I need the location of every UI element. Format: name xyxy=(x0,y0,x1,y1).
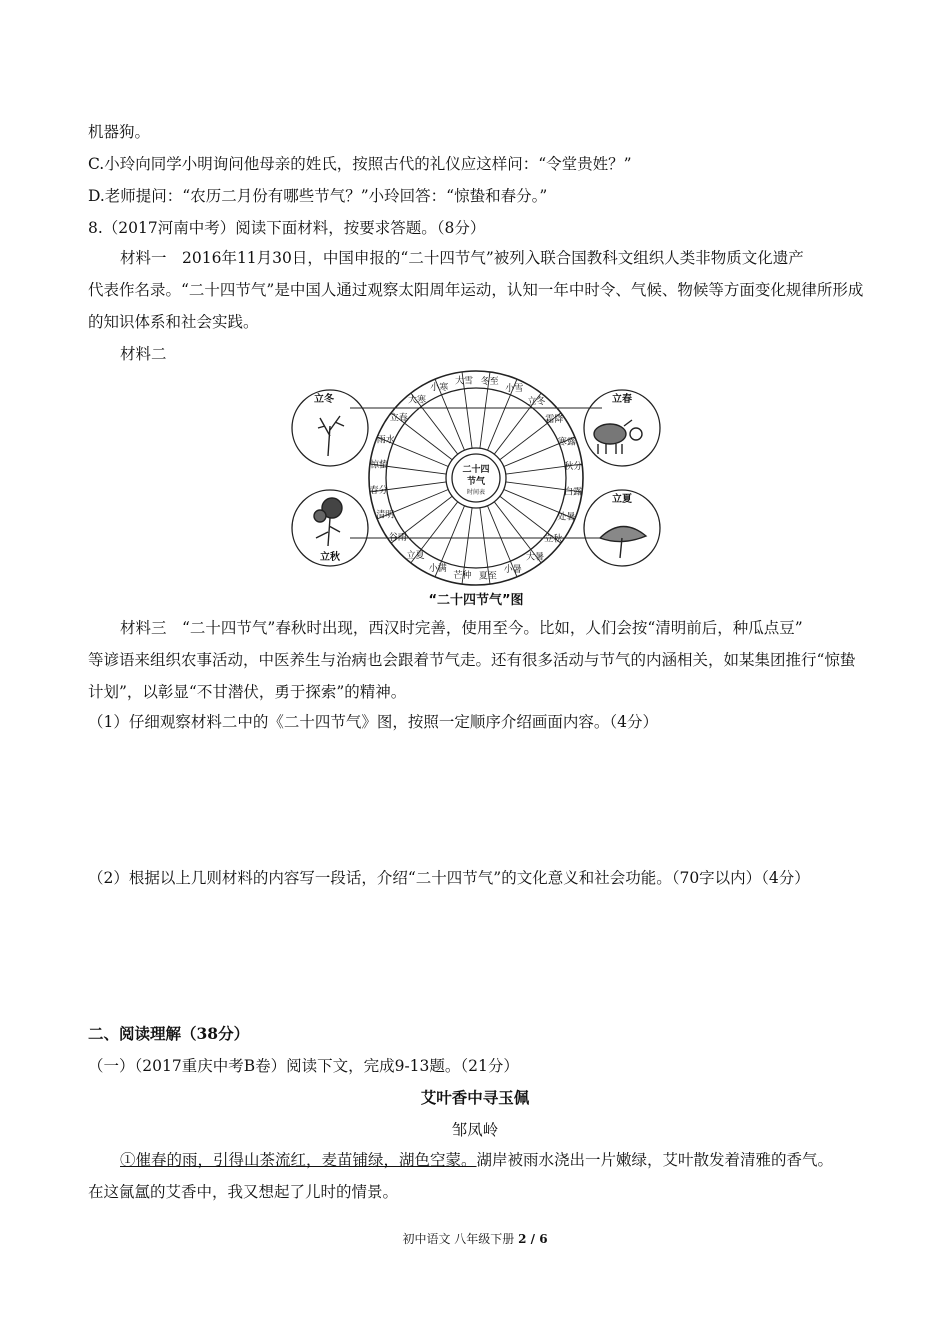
question-8: 8.（2017河南中考）阅读下面材料，按要求答题。（8分） xyxy=(88,219,486,237)
center-text-3: 时间表 xyxy=(466,489,486,496)
subsection-heading: （一）（2017重庆中考B卷）阅读下文，完成9-13题。（21分） xyxy=(88,1057,519,1075)
solar-term-label: 小满 xyxy=(428,564,447,575)
center-text-2: 节气 xyxy=(466,477,486,487)
solar-term-label: 立春 xyxy=(389,413,408,424)
solar-term-label: 芒种 xyxy=(453,571,472,582)
article-paragraph-1-line-2: 在这氤氲的艾香中，我又想起了儿时的情景。 xyxy=(88,1183,399,1201)
question-8-2: （2）根据以上几则材料的内容写一段话，介绍“二十四节气”的文化意义和社会功能。（70字以内）（4分） xyxy=(88,869,810,887)
option-d: D.老师提问：“农历二月份有哪些节气？”小玲回答：“惊蛰和春分。” xyxy=(88,187,548,205)
article-paragraph-1 xyxy=(120,1150,833,1170)
solar-term-label: 小暑 xyxy=(503,564,522,575)
paragraph-text: 湖岸被雨水浇出一片嫩绿，艾叶散发着清雅的香气。 xyxy=(476,1151,834,1169)
center-text-1: 二十四 xyxy=(462,465,490,475)
solar-term-label: 大寒 xyxy=(408,395,427,406)
solar-term-label: 立秋 xyxy=(544,534,563,545)
figure-caption: “二十四节气”图 xyxy=(428,593,524,608)
solar-term-label: 立冬 xyxy=(527,396,546,407)
option-c: C.小玲向同学小明询问他母亲的姓氏，按照古代的礼仪应这样问：“令堂贵姓？” xyxy=(88,155,632,173)
solar-term-label: 小雪 xyxy=(505,383,524,394)
solar-term-label: 秋分 xyxy=(564,462,583,473)
material-three-first-line: 材料三 “二十四节气”春秋时出现，西汉时完善，使用至今。比如，人们会按“清明前后，种瓜点豆” xyxy=(120,619,803,637)
question-8-1: （1）仔细观察材料二中的《二十四节气》图，按照一定顺序介绍画面内容。（4分） xyxy=(88,713,658,731)
solar-term-label: 春分 xyxy=(369,485,388,496)
autumn-flower-icon xyxy=(314,498,342,546)
material-one-body: 代表作名录。“二十四节气”是中国人通过观察太阳周年运动，认知一年中时令、气候、物候等方面变化规律所形成的知识体系和社会实践。 xyxy=(88,281,864,331)
solar-term-label: 冬至 xyxy=(480,376,499,387)
solar-term-label: 清明 xyxy=(376,510,395,521)
solar-term-label: 雨水 xyxy=(376,435,395,446)
ox-icon xyxy=(594,420,642,454)
solar-terms-figure xyxy=(280,368,672,612)
season-winter-label: 立冬 xyxy=(314,394,334,405)
solar-term-label: 处暑 xyxy=(557,512,576,523)
solar-term-label: 立夏 xyxy=(406,551,425,562)
lotus-leaf-icon xyxy=(600,526,646,558)
material-one xyxy=(88,242,868,338)
page-footer xyxy=(0,1230,950,1247)
season-summer-label: 立夏 xyxy=(612,494,632,505)
solar-term-label: 寒露 xyxy=(557,437,576,448)
section-heading: 二、阅读理解（38分） xyxy=(88,1024,250,1043)
material-two-label: 材料二 xyxy=(120,345,167,363)
material-three xyxy=(88,612,868,708)
material-three-body: 等谚语来组织农事活动，中医养生与治病也会跟着节气走。还有很多活动与节气的内涵相关，如某集团推行“惊蛰计划”，以彰显“不甘潜伏，勇于探索”的精神。 xyxy=(88,651,856,701)
underlined-sentence: ①催春的雨，引得山茶流红，麦苗铺绿，湖色空蒙。 xyxy=(120,1151,477,1169)
season-autumn-label: 立秋 xyxy=(320,552,340,563)
season-spring-label: 立春 xyxy=(612,394,632,405)
text-line: 机器狗。 xyxy=(88,123,151,141)
material-one-first-line: 材料一 2016年11月30日，中国申报的“二十四节气”被列入联合国教科文组织人类非物质文化遗产 xyxy=(120,249,804,267)
solar-term-label: 小寒 xyxy=(430,383,449,394)
solar-term-label: 谷雨 xyxy=(388,532,407,543)
solar-term-label: 惊蛰 xyxy=(369,460,388,471)
winter-tree-icon xyxy=(318,416,344,456)
solar-term-label: 夏至 xyxy=(478,571,497,582)
solar-term-label: 霜降 xyxy=(545,415,564,426)
article-title: 艾叶香中寻玉佩 xyxy=(420,1088,530,1107)
page-number: 2 / 6 xyxy=(518,1232,548,1246)
solar-term-label: 白露 xyxy=(564,487,583,498)
solar-term-label: 大雪 xyxy=(455,376,474,387)
solar-term-label: 大暑 xyxy=(525,552,544,563)
footer-label: 初中语文 八年级下册 xyxy=(402,1232,515,1246)
article-author: 邹凤岭 xyxy=(451,1121,499,1139)
